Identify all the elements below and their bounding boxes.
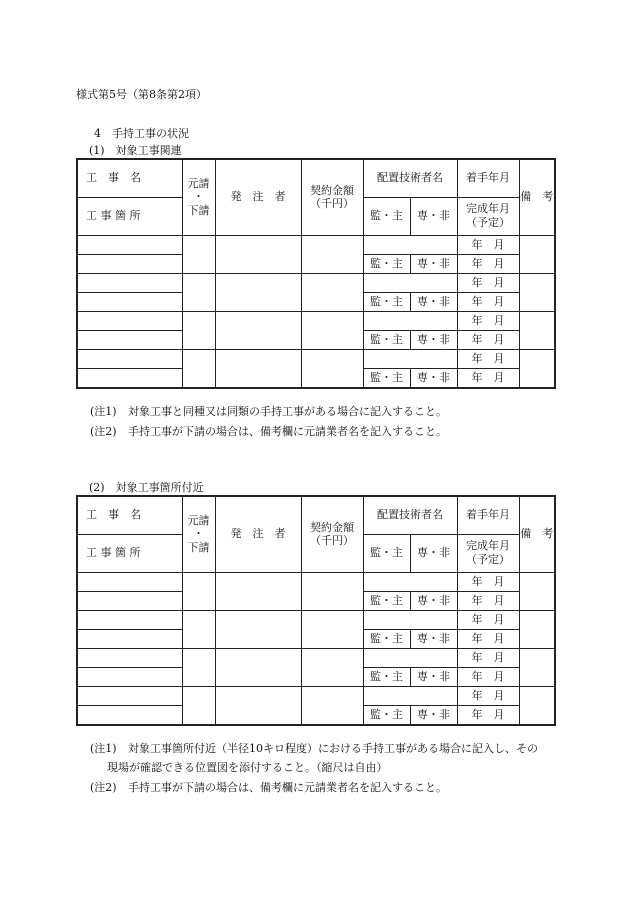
year-month-text: 年 月 [471,275,505,289]
kan-shu-text: 監・主 [370,707,403,721]
year-month-text: 年 月 [471,332,505,346]
subsection-title-1: (1) 対象工事関連 [89,144,182,157]
start-date-cell[interactable] [457,648,519,667]
complete-date-cell[interactable] [457,705,519,725]
prime-sub-cell[interactable] [182,349,215,388]
complete-date-cell[interactable] [457,368,519,388]
kan-shu-cell[interactable] [363,629,410,648]
engineer-name-cell[interactable] [363,273,457,292]
kan-shu-text: 監・主 [370,593,403,607]
header-sen-hi: 専・非 [410,534,457,572]
prime-sub-cell[interactable] [182,648,215,686]
header-remarks: 備 考 [519,496,555,572]
sen-hi-text: 専・非 [417,669,450,683]
prime-sub-cell[interactable] [182,610,215,648]
work-location-cell[interactable] [77,667,182,686]
work-location-cell[interactable] [77,591,182,610]
orderer-cell[interactable] [215,235,301,273]
kan-shu-cell[interactable] [363,667,410,686]
note-2-3-text: 手持工事が下請の場合は、備考欄に元請業者名を記入すること。 [128,781,447,794]
header-work-name: 工 事 名 [77,159,182,197]
prime-sub-cell[interactable] [182,235,215,273]
engineer-name-cell[interactable] [363,686,457,705]
kan-shu-cell[interactable] [363,254,410,273]
engineer-name-cell[interactable] [363,572,457,591]
prime-sub-cell[interactable] [182,273,215,311]
kan-shu-text: 監・主 [370,669,403,683]
header-complete: 完成年月 （予定） [457,197,519,235]
contract-amount-cell[interactable] [301,610,363,648]
complete-date-cell[interactable] [457,254,519,273]
year-month-text: 年 月 [471,688,505,702]
sen-hi-text: 専・非 [417,256,450,270]
kan-shu-text: 監・主 [370,370,403,384]
remarks-cell[interactable] [519,349,555,388]
header-start: 着手年月 [457,496,519,534]
note-2-2-text: 現場が確認できる位置図を添付すること。（縮尺は自由） [107,761,388,774]
sen-hi-text: 専・非 [417,370,450,384]
kan-shu-text: 監・主 [370,294,403,308]
work-name-cell[interactable] [77,311,182,330]
year-month-text: 年 月 [471,370,505,384]
remarks-cell[interactable] [519,311,555,349]
year-month-text: 年 月 [471,313,505,327]
complete-date-cell[interactable] [457,292,519,311]
complete-date-cell[interactable] [457,591,519,610]
complete-date-cell[interactable] [457,330,519,349]
start-date-cell[interactable] [457,273,519,292]
sen-hi-text: 専・非 [417,593,450,607]
start-date-cell[interactable] [457,349,519,368]
header-work-location: 工 事 箇 所 [77,534,182,572]
work-location-cell[interactable] [77,292,182,311]
kan-shu-text: 監・主 [370,256,403,270]
table-2 [76,495,556,726]
year-month-text: 年 月 [471,574,505,588]
complete-date-cell[interactable] [457,629,519,648]
section-title: 4 手持工事の状況 [94,127,189,140]
remarks-cell[interactable] [519,610,555,648]
sen-hi-text: 専・非 [417,294,450,308]
work-location-cell[interactable] [77,629,182,648]
engineer-name-cell[interactable] [363,235,457,254]
header-kan-shu: 監・主 [363,534,410,572]
kan-shu-cell[interactable] [363,368,410,388]
work-location-cell[interactable] [77,254,182,273]
start-date-cell[interactable] [457,572,519,591]
year-month-text: 年 月 [471,669,505,683]
complete-date-cell[interactable] [457,667,519,686]
work-location-cell[interactable] [77,705,182,725]
year-month-text: 年 月 [471,351,505,365]
prime-sub-cell[interactable] [182,311,215,349]
work-name-cell[interactable] [77,686,182,705]
remarks-cell[interactable] [519,235,555,273]
note-1-2-label: (注2) [90,425,117,438]
header-contract-amount: 契約金額 （千円） [301,159,363,235]
kan-shu-cell[interactable] [363,330,410,349]
sen-hi-cell[interactable] [410,254,457,273]
header-orderer: 発 注 者 [215,159,301,235]
sen-hi-text: 専・非 [417,332,450,346]
header-prime-sub: 元請 ・ 下請 [182,496,215,572]
contract-amount-cell[interactable] [301,349,363,388]
kan-shu-text: 監・主 [370,631,403,645]
note-2-1-text: 対象工事箇所付近（半径10キロ程度）における手持工事がある場合に記入し、その [128,742,538,755]
table-1 [76,158,556,389]
orderer-cell[interactable] [215,273,301,311]
header-contract-amount: 契約金額 （千円） [301,496,363,572]
note-2-1-label: (注1) [90,742,117,755]
start-date-cell[interactable] [457,311,519,330]
contract-amount-cell[interactable] [301,648,363,686]
sen-hi-cell[interactable] [410,591,457,610]
engineer-name-cell[interactable] [363,311,457,330]
subsection-title-2: (2) 対象工事箇所付近 [89,481,204,494]
header-engineer: 配置技術者名 [363,496,457,534]
year-month-text: 年 月 [471,593,505,607]
sen-hi-cell[interactable] [410,629,457,648]
engineer-name-cell[interactable] [363,349,457,368]
kan-shu-text: 監・主 [370,332,403,346]
year-month-text: 年 月 [471,256,505,270]
header-work-name: 工 事 名 [77,496,182,534]
header-start: 着手年月 [457,159,519,197]
engineer-name-cell[interactable] [363,610,457,629]
kan-shu-cell[interactable] [363,292,410,311]
sen-hi-cell[interactable] [410,292,457,311]
year-month-text: 年 月 [471,294,505,308]
sen-hi-cell[interactable] [410,368,457,388]
sen-hi-cell[interactable] [410,330,457,349]
header-engineer: 配置技術者名 [363,159,457,197]
work-name-cell[interactable] [77,648,182,667]
work-location-cell[interactable] [77,330,182,349]
contract-amount-cell[interactable] [301,235,363,273]
work-name-cell[interactable] [77,572,182,591]
contract-amount-cell[interactable] [301,686,363,725]
year-month-text: 年 月 [471,237,505,251]
header-orderer: 発 注 者 [215,496,301,572]
contract-amount-cell[interactable] [301,572,363,610]
prime-sub-cell[interactable] [182,686,215,725]
work-location-cell[interactable] [77,368,182,388]
prime-sub-cell[interactable] [182,572,215,610]
contract-amount-cell[interactable] [301,311,363,349]
note-2-3-label: (注2) [90,781,117,794]
remarks-cell[interactable] [519,273,555,311]
sen-hi-text: 専・非 [417,631,450,645]
sen-hi-cell[interactable] [410,667,457,686]
orderer-cell[interactable] [215,610,301,648]
remarks-cell[interactable] [519,648,555,686]
sen-hi-cell[interactable] [410,705,457,725]
year-month-text: 年 月 [471,631,505,645]
year-month-text: 年 月 [471,707,505,721]
header-sen-hi: 専・非 [410,197,457,235]
header-complete: 完成年月 （予定） [457,534,519,572]
work-name-cell[interactable] [77,273,182,292]
orderer-cell[interactable] [215,648,301,686]
work-name-cell[interactable] [77,349,182,368]
note-1-1-text: 対象工事と同種又は同類の手持工事がある場合に記入すること。 [128,405,447,418]
kan-shu-cell[interactable] [363,705,410,725]
sen-hi-text: 専・非 [417,707,450,721]
orderer-cell[interactable] [215,572,301,610]
work-name-cell[interactable] [77,235,182,254]
header-work-location: 工 事 箇 所 [77,197,182,235]
work-name-cell[interactable] [77,610,182,629]
contract-amount-cell[interactable] [301,273,363,311]
year-month-text: 年 月 [471,650,505,664]
start-date-cell[interactable] [457,610,519,629]
engineer-name-cell[interactable] [363,648,457,667]
header-prime-sub: 元請 ・ 下請 [182,159,215,235]
kan-shu-cell[interactable] [363,591,410,610]
orderer-cell[interactable] [215,349,301,388]
remarks-cell[interactable] [519,686,555,725]
note-1-2-text: 手持工事が下請の場合は、備考欄に元請業者名を記入すること。 [128,425,447,438]
remarks-cell[interactable] [519,572,555,610]
header-kan-shu: 監・主 [363,197,410,235]
orderer-cell[interactable] [215,311,301,349]
form-id: 様式第5号（第8条第2項） [76,88,207,101]
start-date-cell[interactable] [457,686,519,705]
note-1-1-label: (注1) [90,405,117,418]
header-remarks: 備 考 [519,159,555,235]
orderer-cell[interactable] [215,686,301,725]
start-date-cell[interactable] [457,235,519,254]
year-month-text: 年 月 [471,612,505,626]
